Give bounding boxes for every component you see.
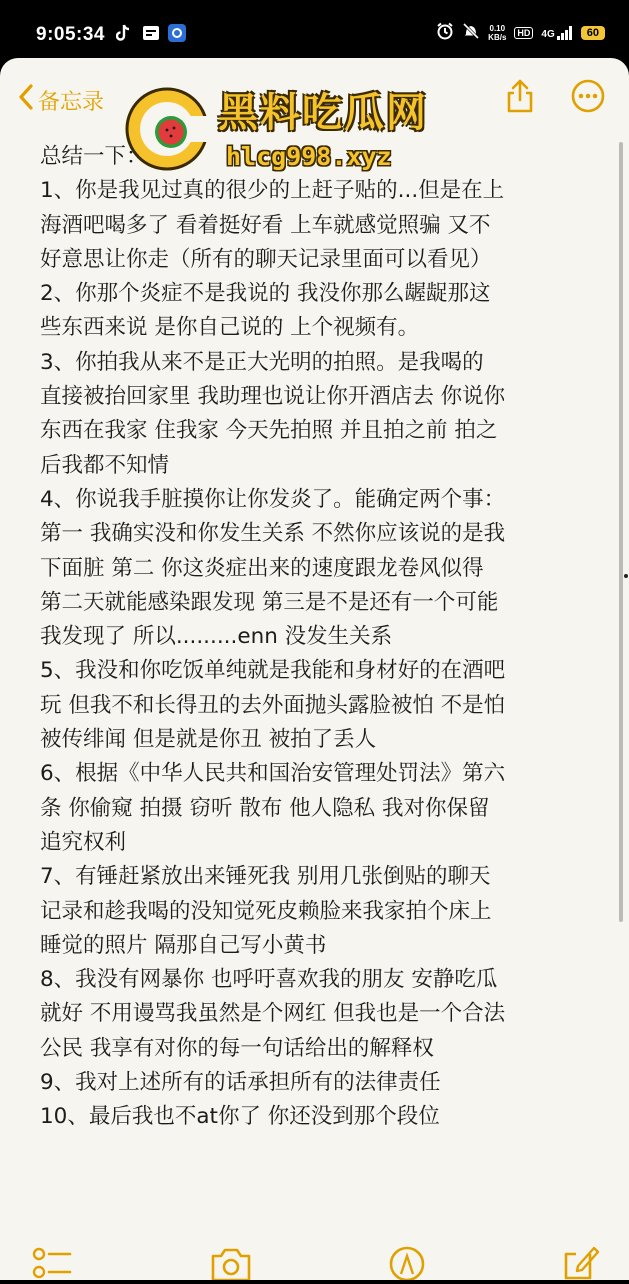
note-body[interactable] bbox=[40, 140, 600, 1135]
bottom-toolbar bbox=[0, 1242, 629, 1280]
note-line: 条 你偷窥 拍摄 窃听 散布 他人隐私 我对你保留 bbox=[40, 795, 490, 821]
more-icon[interactable] bbox=[571, 79, 605, 113]
note-line: 东西在我家 住我家 今天先拍照 并且拍之前 拍之 bbox=[40, 418, 498, 444]
notification-icon bbox=[142, 24, 160, 46]
net-speed bbox=[488, 24, 506, 42]
note-page bbox=[0, 58, 629, 1280]
status-time: 9:05:34 bbox=[36, 24, 105, 45]
back-button[interactable] bbox=[18, 84, 104, 116]
share-icon[interactable] bbox=[505, 78, 535, 114]
note-line: 3、你拍我从来不是正大光明的拍照。是我喝的 bbox=[40, 349, 484, 375]
note-line: 8、我没有网暴你 也呼吁喜欢我的朋友 安静吃瓜 bbox=[40, 967, 498, 993]
note-line: 我发现了 所以.........enn 没发生关系 bbox=[40, 624, 393, 650]
note-line: 好意思让你走（所有的聊天记录里面可以看见） bbox=[40, 246, 492, 272]
note-line: 10、最后我也不at你了 你还没到那个段位 bbox=[40, 1104, 440, 1130]
watermark-title: 黑料吃瓜网 bbox=[218, 90, 428, 136]
note-line: 直接被抬回家里 我助理也说让你开酒店去 你说你 bbox=[40, 384, 506, 410]
battery-icon: 60 bbox=[581, 26, 605, 40]
watermark-url: hlcg998.xyz bbox=[226, 142, 392, 171]
net-speed-unit: KB/s bbox=[488, 33, 507, 42]
net-speed-value: 0.10 bbox=[489, 24, 506, 33]
edge-marker bbox=[624, 574, 628, 578]
checklist-icon[interactable] bbox=[32, 1242, 72, 1284]
note-line: 9、我对上述所有的话承担所有的法律责任 bbox=[40, 1070, 441, 1096]
note-line: 2、你那个炎症不是我说的 我没你那么龌龊那这 bbox=[40, 281, 491, 307]
nav-actions bbox=[505, 78, 605, 114]
compose-icon[interactable] bbox=[562, 1242, 600, 1284]
chevron-left-icon bbox=[18, 84, 34, 116]
markup-pen-icon[interactable] bbox=[388, 1242, 426, 1284]
note-line: 总结一下： bbox=[40, 144, 148, 169]
note-line: 记录和趁我喝的没知觉死皮赖脸来我家拍个床上 bbox=[40, 898, 492, 924]
mute-icon bbox=[462, 22, 480, 44]
note-line: 公民 我享有对你的每一句话给出的解释权 bbox=[40, 1035, 434, 1061]
note-line: 些东西来说 是你自己说的 上个视频有。 bbox=[40, 315, 420, 341]
note-line: 7、有锤赶紧放出来锤死我 别用几张倒贴的聊天 bbox=[40, 864, 491, 890]
note-line: 下面脏 第二 你这炎症出来的速度跟龙卷风似得 bbox=[40, 555, 484, 581]
hd-icon: HD bbox=[514, 27, 533, 39]
note-line: 海酒吧喝多了 看着挺好看 上车就感觉照骗 又不 bbox=[40, 212, 491, 238]
camera-icon[interactable] bbox=[210, 1242, 252, 1284]
back-label: 备忘录 bbox=[38, 89, 105, 115]
scrollbar[interactable] bbox=[619, 142, 623, 922]
note-line: 4、你说我手脏摸你让你发炎了。能确定两个事： bbox=[40, 486, 506, 512]
note-line: 追究权利 bbox=[40, 829, 127, 855]
app-icon bbox=[168, 24, 186, 46]
note-line: 6、根据《中华人民共和国治安管理处罚法》第六 bbox=[40, 761, 506, 787]
signal-icon bbox=[541, 26, 572, 40]
signal-label: 4G bbox=[541, 29, 555, 40]
alarm-icon bbox=[436, 22, 454, 44]
note-line: 就好 不用谩骂我虽然是个网红 但我也是一个合法 bbox=[40, 1001, 506, 1027]
note-line: 1、你是我见过真的很少的上赶子贴的...但是在上 bbox=[40, 178, 505, 204]
note-line: 被传绯闻 但是就是你丑 被拍了丢人 bbox=[40, 727, 377, 753]
note-line: 第一 我确实没和你发生关系 不然你应该说的是我 bbox=[40, 521, 506, 547]
note-line: 5、我没和你吃饭单纯就是我能和身材好的在酒吧 bbox=[40, 658, 506, 684]
note-line: 第二天就能感染跟发现 第三是不是还有一个可能 bbox=[40, 589, 499, 615]
note-line: 后我都不知情 bbox=[40, 452, 170, 478]
tiktok-icon bbox=[116, 24, 130, 46]
note-line: 玩 但我不和长得丑的去外面抛头露脸被怕 不是怕 bbox=[40, 692, 506, 718]
note-line: 睡觉的照片 隔那自己写小黄书 bbox=[40, 932, 327, 958]
